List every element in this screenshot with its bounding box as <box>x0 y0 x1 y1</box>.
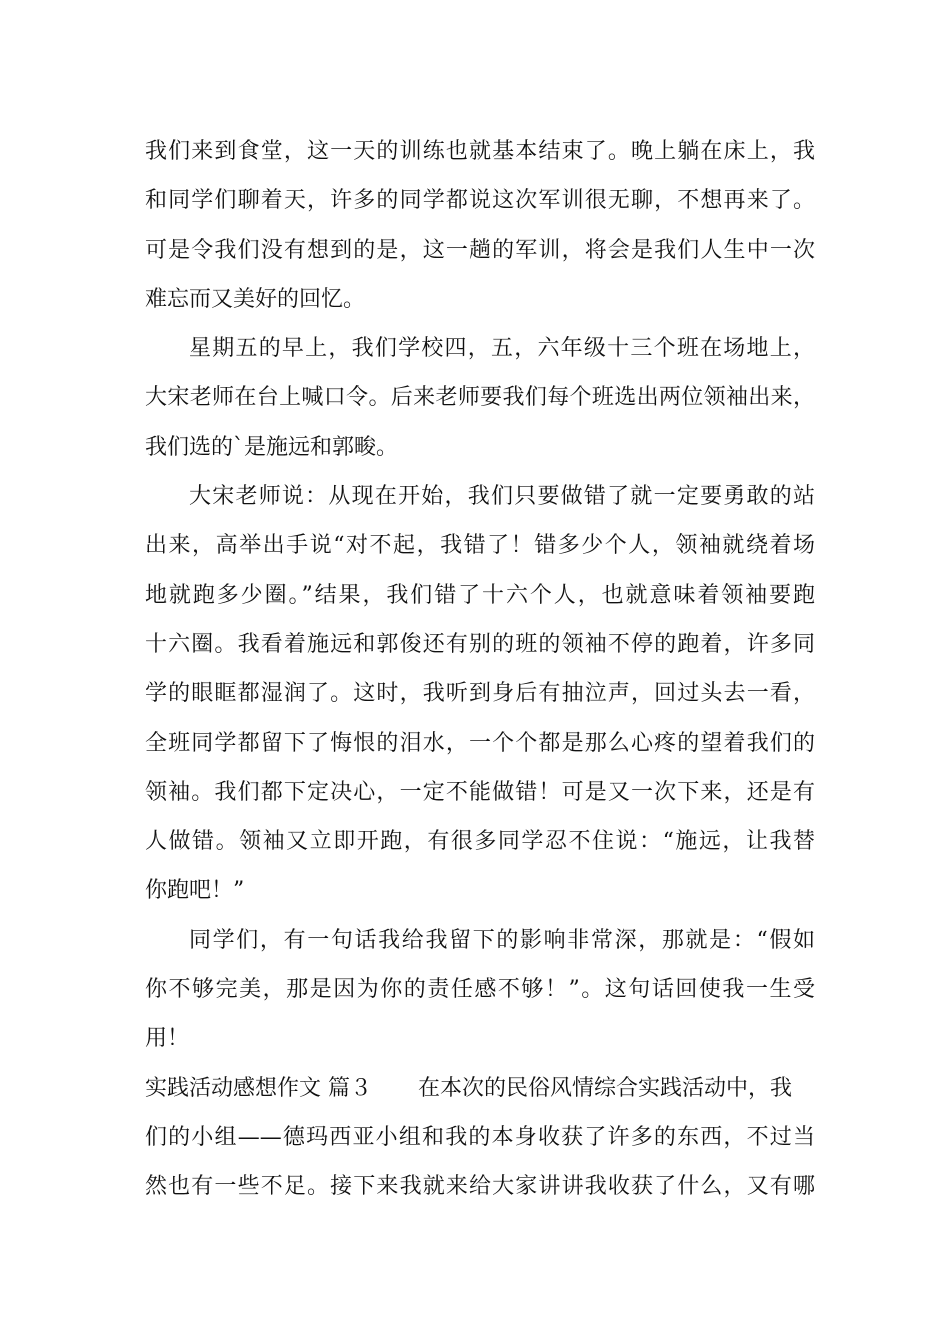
text-line: 和同学们聊着天，许多的同学都说这次军训很无聊，不想再来了。 <box>145 188 815 214</box>
text-line: 出来，高举出手说“对不起，我错了！错多少个人，领袖就绕着场 <box>145 533 815 559</box>
section-first-line: 在本次的民俗风情综合实践活动中，我 <box>418 1075 793 1101</box>
section-heading: 实践活动感想作文 篇３ <box>145 1075 372 1101</box>
text-line: 我们选的`是施远和郭畯。 <box>145 434 399 460</box>
body-text <box>145 127 815 1212</box>
text-line: 然也有一些不足。接下来我就来给大家讲讲我收获了什么，又有哪 <box>145 1174 815 1200</box>
text-line: 们的小组——德玛西亚小组和我的本身收获了许多的东西，不过当 <box>145 1124 815 1150</box>
text-line: 用！ <box>145 1026 190 1052</box>
text-line: 星期五的早上，我们学校四，五，六年级十三个班在场地上， <box>189 336 815 362</box>
text-line: 难忘而又美好的回忆。 <box>145 286 366 312</box>
text-line: 你不够完美，那是因为你的责任感不够！”。这句话回使我一生受 <box>145 977 815 1003</box>
text-line: 大宋老师在台上喊口令。后来老师要我们每个班选出两位领袖出来， <box>145 385 815 411</box>
text-line: 人做错。领袖又立即开跑，有很多同学忍不住说：“施远，让我替 <box>145 829 815 855</box>
text-line: 大宋老师说：从现在开始，我们只要做错了就一定要勇敢的站 <box>189 484 815 510</box>
text-line: 全班同学都留下了悔恨的泪水，一个个都是那么心疼的望着我们的 <box>145 730 815 756</box>
section-heading-line <box>145 1064 815 1113</box>
text-line: 同学们，有一句话我给我留下的影响非常深，那就是：“假如 <box>189 927 815 953</box>
text-line: 我们来到食堂，这一天的训练也就基本结束了。晚上躺在床上，我 <box>145 139 815 164</box>
text-line: 地就跑多少圈。”结果，我们错了十六个人，也就意味着领袖要跑 <box>145 582 815 608</box>
text-line: 可是令我们没有想到的是，这一趟的军训，将会是我们人生中一次 <box>145 237 815 263</box>
text-line: 学的眼眶都湿润了。这时，我听到身后有抽泣声，回过头去一看， <box>145 681 815 707</box>
text-line: 十六圈。我看着施远和郭俊还有别的班的领袖不停的跑着，许多同 <box>145 631 815 657</box>
text-line: 领袖。我们都下定决心，一定不能做错！可是又一次下来，还是有 <box>145 779 815 805</box>
text-line: 你跑吧！” <box>145 878 245 904</box>
